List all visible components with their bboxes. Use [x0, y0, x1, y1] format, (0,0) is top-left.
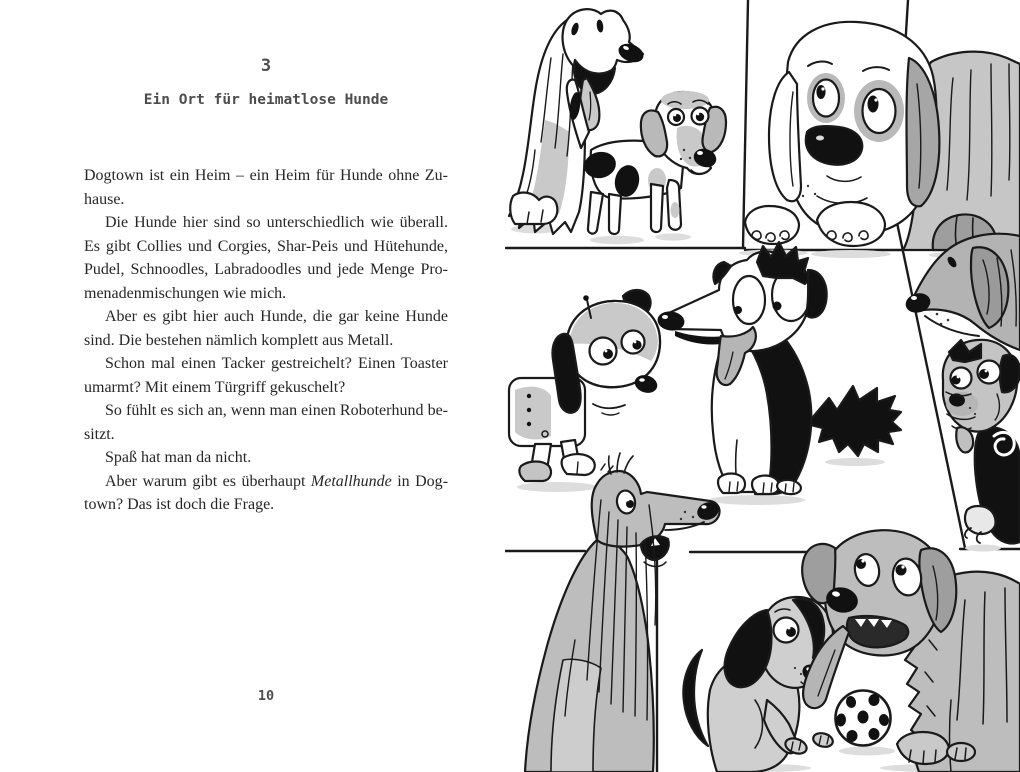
- closing-italic-word: Metallhunde: [310, 472, 392, 490]
- paragraph-6: Spaß hat man da nicht.: [105, 449, 252, 466]
- paragraph-1: Dogtown ist ein Heim – ein Heim für Hunde ohne Zuhause.: [84, 167, 448, 208]
- right-page: [505, 0, 1020, 772]
- paragraph-4: Schon mal einen Tacker gestreichelt? Einen Toaster umarmt? Mit einem Türgriff gekuschelt?: [84, 355, 448, 396]
- paragraph-3: Aber es gibt hier auch Hunde, die gar keine Hunde sind. Die bestehen nämlich komplett aus Metall.: [84, 308, 448, 349]
- black-white-dog: [656, 242, 901, 505]
- paragraph-2: Die Hunde hier sind so unterschiedlich wie überall. Es gibt Collies und Corgies, Shar-Peis und Hütehunde, Pudel, Schnoodles, Labradoodles und jede Menge Promenadenmischungen wie mich.: [84, 214, 448, 302]
- dogs-comic-illustration: [505, 0, 1020, 772]
- page-number: 10: [257, 688, 275, 704]
- chapter-title: Ein Ort für heimatlose Hunde: [143, 92, 389, 108]
- robot-dog: [509, 290, 660, 492]
- chapter-number: 3: [260, 56, 272, 76]
- closing-text-start: Aber warum gibt es überhaupt: [105, 472, 311, 490]
- paragraph-5: So fühlt es sich an, wenn man einen Roboterhund besitzt.: [84, 402, 448, 443]
- left-page: [0, 0, 505, 772]
- worried-hound: [739, 22, 1020, 259]
- paragraph-closing: [84, 470, 448, 517]
- dotted-ball: [835, 691, 895, 756]
- shaggy-setter: [802, 530, 1020, 772]
- pug: [943, 340, 1020, 552]
- body-text: [84, 164, 448, 517]
- closing-text-end: in Dogtown? Das ist doch die Frage.: [84, 472, 449, 513]
